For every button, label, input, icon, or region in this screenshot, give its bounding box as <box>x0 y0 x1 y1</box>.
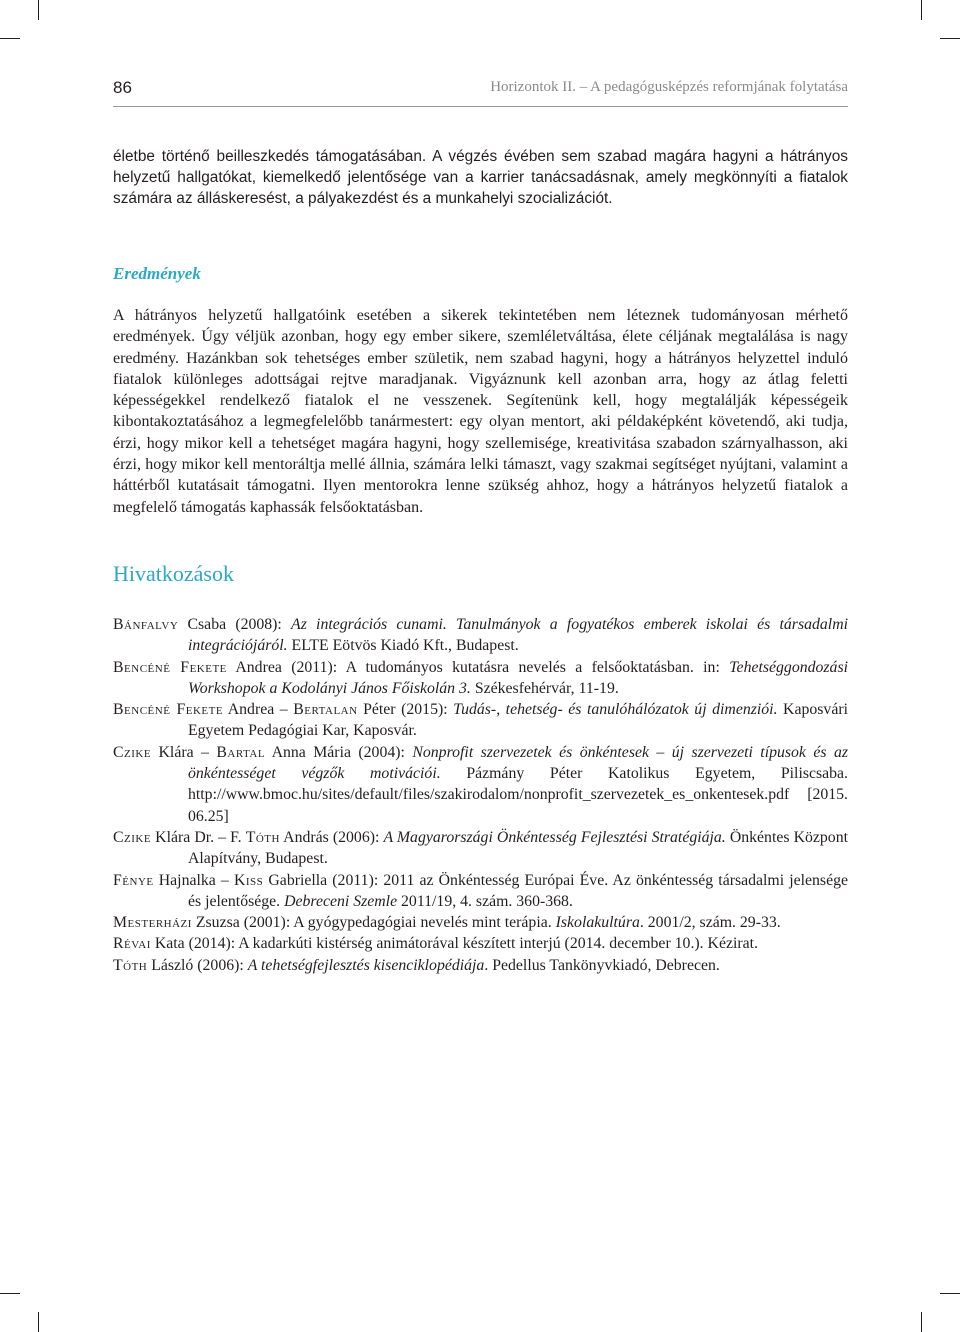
reference-item: Bencéné Fekete Andrea – Bertalan Péter (2015): Tudás-, tehetség- és tanulóhálózatok új dimenziói. Kaposvári Egyetem Pedagógiai Kar, Kaposvár. <box>113 701 848 740</box>
results-paragraph: A hátrányos helyzetű hallgatóink esetében a sikerek tekintetében nem léteznek tudományosan mérhető eredmények. Úgy véljük azonban, hogy egy ember sikere, szemléletváltása, élete céljának megtalálása is nagy eredmény. Hazánkban sok tehetséges ember születik, nem szabad hagyni, hogy a hátrányos helyzettel induló fiatalok különleges adottságai rejtve maradjanak. Vigyáznunk kell azonban arra, hogy az átlag feletti képességekkel rendelkező fiatalok el ne vesszenek. Segítenünk kell, hogy megtalálják képességeik kibontakoztatásához a legmegfelelőbb tanármestert: egy olyan mentort, aki példaképként követendő, aki tudja, érzi, hogy mikor kell a tehetséget magára hagyni, hogy szellemisége, kreativitása szabadon szárnyalhasson, aki érzi, hogy mikor kell mentoráltja mellé állnia, számára lelki támaszt, vagy szakmai segítséget nyújtani, valamint a háttérből kutatásait támogatni. Ilyen mentorokra lenne szükség ahhoz, hogy a hátrányos helyzetű fiatalok a megfelelő támogatás kaphassák felsőoktatásban. <box>113 307 848 516</box>
reference-item: Révai Kata (2014): A kadarkúti kistérség animátorával készített interjú (2014. december 10.). Kézirat. <box>113 935 758 953</box>
reference-item: Bencéné Fekete Andrea (2011): A tudományos kutatásra nevelés a felsőoktatásban. in: Tehetséggondozási Workshopok a Kodolányi János Főiskolán 3. Székesfehérvár, 11-19. <box>113 658 848 697</box>
crop-mark-bottom-left-vertical <box>38 1312 39 1332</box>
intro-paragraph: életbe történő beilleszkedés támogatásában. A végzés évében sem szabad magára hagyni a hátrányos helyzetű hallgatókat, kiemelkedő jelentősége van a karrier tanácsadásnak, amely megkönnyíti a fiatalok számára az álláskeresést, a pályakezdést és a munkahelyi szocializációt. <box>113 148 848 207</box>
reference-item: Bánfalvy Csaba (2008): Az integrációs cunami. Tanulmányok a fogyatékos emberek iskolai és társadalmi integrációjáról. ELTE Eötvös Kiadó Kft., Budapest. <box>113 615 848 655</box>
crop-mark-top-left-vertical <box>38 0 39 20</box>
crop-mark-bottom-left <box>0 1293 20 1294</box>
reference-item: Mesterházi Zsuzsa (2001): A gyógypedagógiai nevelés mint terápia. Iskolakultúra. 2001/2, szám. 29-33. <box>113 914 781 932</box>
header-rule <box>113 106 848 107</box>
reference-item: Tóth László (2006): A tehetségfejlesztés kisenciklopédiája. Pedellus Tankönyvkiadó, Debrecen. <box>113 956 720 974</box>
crop-mark-top-right-vertical <box>921 0 922 20</box>
reference-item: Fénye Hajnalka – Kiss Gabriella (2011): 2011 az Önkéntesség Európai Éve. Az önkéntesség társadalmi jelensége és jelentősége. Debreceni Szemle 2011/19, 4. szám. 360-368. <box>113 871 849 910</box>
running-head: Horizontok II. – A pedagógusképzés reformjának folytatása <box>490 79 848 95</box>
crop-mark-top-right <box>940 38 960 39</box>
page-header <box>113 78 848 106</box>
page-body <box>113 146 848 976</box>
page-number: 86 <box>113 78 132 97</box>
crop-mark-bottom-right-vertical <box>921 1312 922 1332</box>
reference-list <box>113 614 848 976</box>
references-heading: Hivatkozások <box>113 560 234 586</box>
reference-item: Czike Klára Dr. – F. Tóth András (2006): A Magyarországi Önkéntesség Fejlesztési Stratégiája. Önkéntes Központ Alapítvány, Budapest. <box>113 828 848 868</box>
crop-mark-top-left <box>0 38 20 39</box>
crop-mark-bottom-right <box>940 1293 960 1294</box>
results-heading: Eredmények <box>113 264 201 283</box>
reference-item: Czike Klára – Bartal Anna Mária (2004): Nonprofit szervezetek és önkéntesek – új szervezeti típusok és az önkéntességet végzők motivációi. Pázmány Péter Katolikus Egyetem, Piliscsaba. http://www.bmoc.hu/sites/default/files/szakirodalom/nonprofit_szervezetek_es_onkentesek.pdf [2015. 06.25] <box>113 743 849 825</box>
